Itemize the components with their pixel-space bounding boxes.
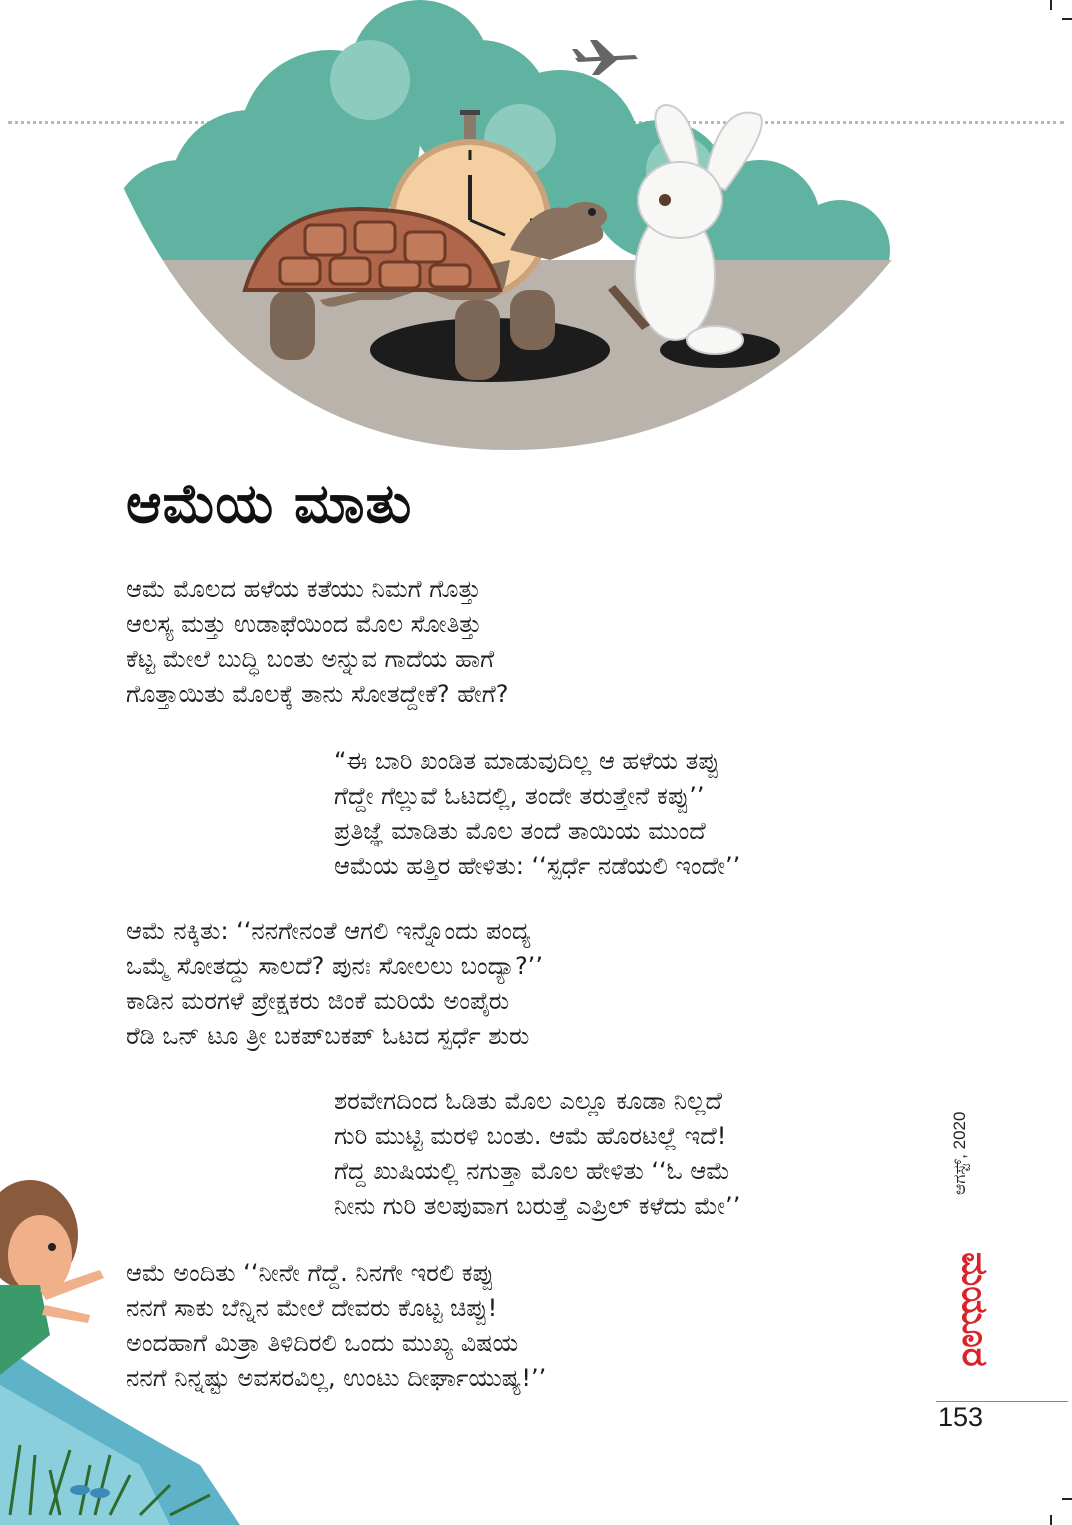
poem-line: ಕಾಡಿನ ಮರಗಳೆ ಪ್ರೇಕ್ಷಕರು ಜಿಂಕೆ ಮರಿಯೆ ಅಂಪೈರು	[126, 987, 510, 1015]
poem-line: ನನಗೆ ನಿನ್ನಷ್ಟು ಅವಸರವಿಲ್ಲ, ಉಂಟು ದೀರ್ಘಾಯುಷ್ಯ!’’	[126, 1364, 547, 1392]
page-number: 153	[938, 1402, 984, 1432]
issue-date: ಆಗಸ್ಟ್, 2020	[950, 1111, 969, 1195]
stanza-1	[126, 572, 508, 712]
poem-line: ಗೆದ್ದೇ ಗೆಲ್ಲುವೆ ಓಟದಲ್ಲಿ, ತಂದೇ ತರುತ್ತೇನೆ ಕಪ್ಪು’’	[334, 782, 705, 810]
poem-line: ಆಮೆಯ ಹತ್ತಿರ ಹೇಳಿತು: ‘‘ಸ್ಪರ್ಧೆ ನಡೆಯಲಿ ಇಂದೇ’’	[334, 852, 741, 880]
stanza-3	[126, 914, 543, 1054]
stanza-4	[334, 1084, 740, 1224]
poem-line: ನನಗೆ ಸಾಕು ಬೆನ್ನಿನ ಮೇಲೆ ದೇವರು ಕೊಟ್ಟ ಚಿಪ್ಪು!	[126, 1294, 498, 1322]
poem-line: ಆಮೆ ಮೊಲದ ಹಳೆಯ ಕತೆಯು ನಿಮಗೆ ಗೊತ್ತು	[126, 575, 481, 603]
magazine-name: ಮಯೂರ	[954, 1252, 995, 1367]
stanza-2	[334, 744, 740, 884]
crop-mark	[1050, 0, 1052, 10]
child-illustration	[0, 1175, 250, 1525]
poem-line: ಗೆದ್ದ ಖುಷಿಯಲ್ಲಿ ನಗುತ್ತಾ ಮೊಲ ಹೇಳಿತು ‘‘ಓ ಆಮೆ	[334, 1157, 731, 1185]
poem-line: ಗುರಿ ಮುಟ್ಟಿ ಮರಳಿ ಬಂತು. ಆಮೆ ಹೊರಟಲ್ಲೆ ಇದೆ!	[334, 1122, 727, 1150]
poem-title: ಆಮೆಯ ಮಾತು	[126, 472, 413, 535]
poem-line: ರೆಡಿ ಒನ್ ಟೂ ತ್ರೀ ಬಕಪ್‌ಬಕಪ್ ಓಟದ ಸ್ಪರ್ಧೆ ಶುರು	[126, 1022, 530, 1050]
crop-mark	[1062, 1498, 1072, 1500]
poem-line: ಶರವೇಗದಿಂದ ಓಡಿತು ಮೊಲ ಎಲ್ಲೂ ಕೂಡಾ ನಿಲ್ಲದೆ	[334, 1087, 722, 1115]
airplane-icon	[572, 40, 638, 75]
poem-line: ನೀನು ಗುರಿ ತಲಪುವಾಗ ಬರುತ್ತೆ ಎಪ್ರಿಲ್ ಕಳೆದು ಮೇ’’	[334, 1192, 741, 1220]
poem-line: ಒಮ್ಮೆ ಸೋತದ್ದು ಸಾಲದೆ? ಪುನಃ ಸೋಲಲು ಬಂದ್ಯಾ?’’	[126, 952, 543, 980]
poem-line: ಪ್ರತಿಜ್ಞೆ ಮಾಡಿತು ಮೊಲ ತಂದೆ ತಾಯಿಯ ಮುಂದೆ	[334, 817, 706, 845]
crop-mark	[1062, 18, 1072, 20]
poem-line: ಆಲಸ್ಯ ಮತ್ತು ಉಡಾಫೆಯಿಂದ ಮೊಲ ಸೋತಿತ್ತು	[126, 610, 482, 638]
poem-line: ಆಮೆ ನಕ್ಕಿತು: ‘‘ನನಗೇನಂತೆ ಆಗಲಿ ಇನ್ನೊಂದು ಪಂದ್ಯ	[126, 917, 531, 945]
crop-mark	[1050, 1515, 1052, 1525]
tortoise-hare-illustration	[120, 0, 900, 450]
poem-line: ಗೊತ್ತಾಯಿತು ಮೊಲಕ್ಕೆ ತಾನು ಸೋತದ್ದೇಕೆ? ಹೇಗೆ?	[126, 680, 509, 708]
magazine-logo	[930, 1250, 995, 1380]
poem-line: “ಈ ಬಾರಿ ಖಂಡಿತ ಮಾಡುವುದಿಲ್ಲ ಆ ಹಳೆಯ ತಪ್ಪು	[334, 747, 720, 775]
poem-line: ಆಮೆ ಅಂದಿತು ‘‘ನೀನೇ ಗೆದ್ದೆ. ನಿನಗೇ ಇರಲಿ ಕಪ್ಪು	[126, 1259, 494, 1287]
poem-line: ಕೆಟ್ಟ ಮೇಲೆ ಬುದ್ಧಿ ಬಂತು ಅನ್ನುವ ಗಾದೆಯ ಹಾಗೆ	[126, 645, 495, 673]
poem-line: ಅಂದಹಾಗೆ ಮಿತ್ರಾ ತಿಳಿದಿರಲಿ ಒಂದು ಮುಖ್ಯ ವಿಷಯ	[126, 1329, 519, 1357]
